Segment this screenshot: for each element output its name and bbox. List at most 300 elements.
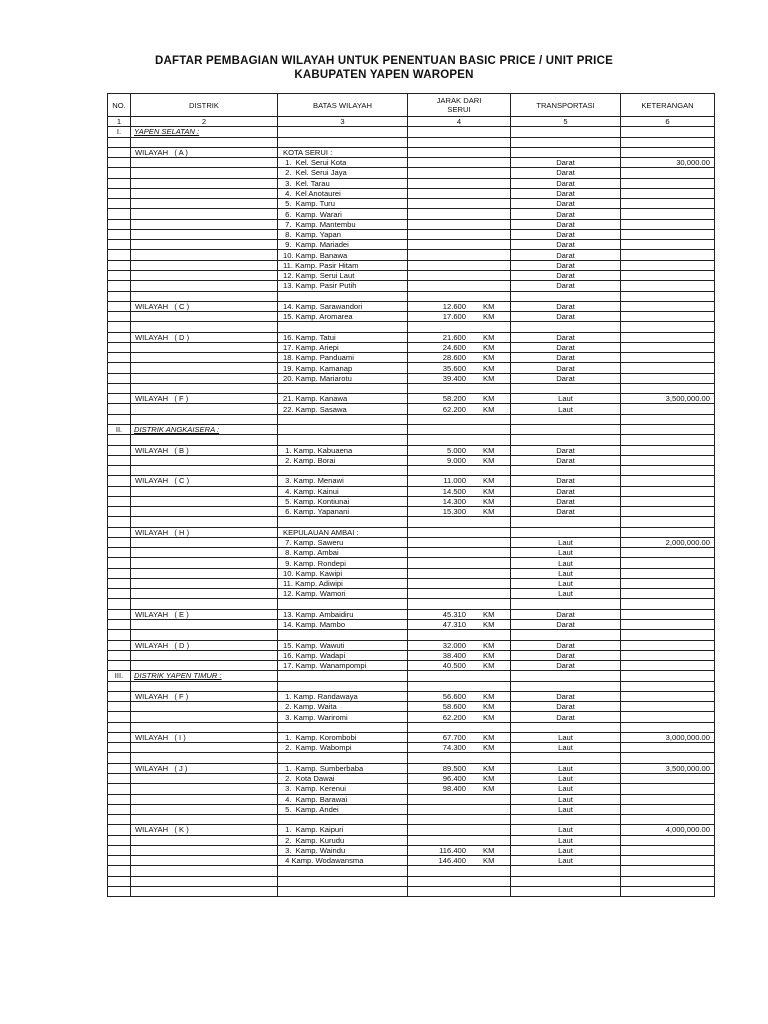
region-price-table xyxy=(107,93,715,897)
distrik-cell xyxy=(131,507,278,517)
distrik-cell xyxy=(131,815,278,825)
distrik-cell xyxy=(131,270,278,280)
keterangan-cell xyxy=(621,774,715,784)
row-number xyxy=(108,455,131,465)
batas-wilayah-cell xyxy=(278,466,408,476)
document-title-line-1: DAFTAR PEMBAGIAN WILAYAH UNTUK PENENTUAN BASIC PRICE / UNIT PRICE xyxy=(155,55,613,67)
batas-wilayah-cell: 14. Kamp. Sarawandori xyxy=(278,301,408,311)
row-number xyxy=(108,702,131,712)
table-row xyxy=(108,404,715,414)
row-number xyxy=(108,507,131,517)
batas-wilayah-cell: 17. Kamp. Wanampompi xyxy=(278,661,408,671)
keterangan-cell xyxy=(621,424,715,434)
transportasi-cell: Darat xyxy=(511,691,621,701)
batas-wilayah-cell: 4 Kamp. Wodawansma xyxy=(278,856,408,866)
table-row xyxy=(108,630,715,640)
transportasi-cell: Laut xyxy=(511,743,621,753)
table-row xyxy=(108,507,715,517)
transportasi-cell: Laut xyxy=(511,548,621,558)
table-row xyxy=(108,527,715,537)
jarak-cell xyxy=(408,291,511,301)
row-number xyxy=(108,794,131,804)
distrik-cell: WILAYAH ( F ) xyxy=(131,394,278,404)
jarak-cell xyxy=(408,845,511,855)
row-number xyxy=(108,270,131,280)
row-number xyxy=(108,209,131,219)
distance-unit: KM xyxy=(483,353,495,363)
transportasi-cell xyxy=(511,147,621,157)
distance-unit: KM xyxy=(483,609,495,619)
batas-wilayah-cell: 6. Kamp. Yapanani xyxy=(278,507,408,517)
transportasi-cell: Darat xyxy=(511,373,621,383)
row-number xyxy=(108,373,131,383)
distance-unit: KM xyxy=(483,486,495,496)
jarak-cell xyxy=(408,250,511,260)
keterangan-cell xyxy=(621,332,715,342)
transportasi-cell: Darat xyxy=(511,486,621,496)
table-row xyxy=(108,681,715,691)
transportasi-cell: Darat xyxy=(511,301,621,311)
jarak-cell xyxy=(408,322,511,332)
keterangan-cell xyxy=(621,599,715,609)
keterangan-cell xyxy=(621,353,715,363)
jarak-cell xyxy=(408,537,511,547)
distrik-cell: WILAYAH ( I ) xyxy=(131,732,278,742)
transportasi-cell xyxy=(511,876,621,886)
jarak-cell xyxy=(408,363,511,373)
keterangan-cell xyxy=(621,322,715,332)
batas-wilayah-cell: 18. Kamp. Panduami xyxy=(278,353,408,363)
distance-value: 5.000 xyxy=(446,445,466,455)
distance-unit: KM xyxy=(483,640,495,650)
row-number xyxy=(108,188,131,198)
row-number xyxy=(108,886,131,896)
jarak-cell xyxy=(408,784,511,794)
transportasi-cell: Darat xyxy=(511,455,621,465)
batas-wilayah-cell xyxy=(278,630,408,640)
table-row xyxy=(108,784,715,794)
row-number xyxy=(108,589,131,599)
table-row xyxy=(108,866,715,876)
row-number xyxy=(108,640,131,650)
table-row xyxy=(108,589,715,599)
distance-value: 28.600 xyxy=(442,353,466,363)
table-row xyxy=(108,774,715,784)
transportasi-cell: Laut xyxy=(511,825,621,835)
header-jarak: JARAK DARI SERUI xyxy=(408,94,511,117)
distance-value: 17.600 xyxy=(442,312,466,322)
distance-value: 98.400 xyxy=(442,784,466,794)
keterangan-cell xyxy=(621,558,715,568)
batas-wilayah-cell: 3. Kamp. Wariromi xyxy=(278,712,408,722)
keterangan-cell xyxy=(621,466,715,476)
distance-unit: KM xyxy=(483,312,495,322)
distance-unit: KM xyxy=(483,342,495,352)
jarak-cell xyxy=(408,496,511,506)
row-number xyxy=(108,322,131,332)
jarak-cell xyxy=(408,630,511,640)
jarak-cell xyxy=(408,681,511,691)
keterangan-cell xyxy=(621,640,715,650)
jarak-cell xyxy=(408,188,511,198)
table-row xyxy=(108,414,715,424)
distance-unit: KM xyxy=(483,507,495,517)
row-number xyxy=(108,342,131,352)
distrik-cell xyxy=(131,188,278,198)
distrik-cell xyxy=(131,589,278,599)
row-number xyxy=(108,435,131,445)
distance-value: 56.600 xyxy=(442,692,466,701)
transportasi-cell xyxy=(511,137,621,147)
distrik-cell: WILAYAH ( J ) xyxy=(131,763,278,773)
table-row xyxy=(108,158,715,168)
batas-wilayah-cell: 15. Kamp. Wawuti xyxy=(278,640,408,650)
transportasi-cell: Darat xyxy=(511,240,621,250)
table-row xyxy=(108,876,715,886)
row-number xyxy=(108,404,131,414)
table-row xyxy=(108,178,715,188)
row-number xyxy=(108,578,131,588)
transportasi-cell: Darat xyxy=(511,219,621,229)
row-number xyxy=(108,630,131,640)
transportasi-cell: Darat xyxy=(511,507,621,517)
table-row xyxy=(108,845,715,855)
row-number xyxy=(108,383,131,393)
jarak-cell xyxy=(408,219,511,229)
transportasi-cell: Darat xyxy=(511,445,621,455)
keterangan-cell xyxy=(621,199,715,209)
distrik-cell xyxy=(131,137,278,147)
batas-wilayah-cell: 1. Kamp. Randawaya xyxy=(278,691,408,701)
distrik-cell xyxy=(131,702,278,712)
distance-value: 62.200 xyxy=(442,404,466,414)
row-number xyxy=(108,301,131,311)
distrik-cell xyxy=(131,373,278,383)
table-row xyxy=(108,650,715,660)
jarak-cell xyxy=(408,558,511,568)
table-row xyxy=(108,240,715,250)
jarak-cell xyxy=(408,691,511,701)
keterangan-cell: 2,000,000.00 xyxy=(621,537,715,547)
transportasi-cell: Darat xyxy=(511,188,621,198)
batas-wilayah-cell: KOTA SERUI : xyxy=(278,147,408,157)
transportasi-cell: Laut xyxy=(511,794,621,804)
keterangan-cell xyxy=(621,445,715,455)
jarak-cell xyxy=(408,825,511,835)
keterangan-cell xyxy=(621,260,715,270)
table-row xyxy=(108,342,715,352)
jarak-cell xyxy=(408,301,511,311)
batas-wilayah-cell xyxy=(278,291,408,301)
jarak-cell xyxy=(408,404,511,414)
table-row xyxy=(108,394,715,404)
transportasi-cell: Darat xyxy=(511,209,621,219)
table-row xyxy=(108,353,715,363)
batas-wilayah-cell: 20. Kamp. Mariarotu xyxy=(278,373,408,383)
distrik-cell xyxy=(131,866,278,876)
batas-wilayah-cell: 4. Kamp. Kainui xyxy=(278,486,408,496)
transportasi-cell: Darat xyxy=(511,281,621,291)
batas-wilayah-cell: 3. Kamp. Waindu xyxy=(278,845,408,855)
distrik-cell xyxy=(131,548,278,558)
keterangan-cell xyxy=(621,455,715,465)
distrik-cell xyxy=(131,743,278,753)
keterangan-cell xyxy=(621,507,715,517)
transportasi-cell: Darat xyxy=(511,476,621,486)
batas-wilayah-cell: 11. Kamp. Adiwipi xyxy=(278,578,408,588)
distance-unit: KM xyxy=(483,743,495,753)
keterangan-cell xyxy=(621,568,715,578)
distrik-cell: WILAYAH ( F ) xyxy=(131,691,278,701)
keterangan-cell xyxy=(621,373,715,383)
keterangan-cell xyxy=(621,548,715,558)
distance-unit: KM xyxy=(483,692,495,701)
table-row xyxy=(108,332,715,342)
keterangan-cell xyxy=(621,671,715,681)
jarak-cell xyxy=(408,229,511,239)
table-row xyxy=(108,702,715,712)
header-keterangan: KETERANGAN xyxy=(621,94,715,117)
row-number xyxy=(108,599,131,609)
transportasi-cell xyxy=(511,866,621,876)
table-row xyxy=(108,517,715,527)
distrik-cell xyxy=(131,312,278,322)
keterangan-cell xyxy=(621,753,715,763)
row-number xyxy=(108,527,131,537)
keterangan-cell xyxy=(621,856,715,866)
transportasi-cell: Laut xyxy=(511,568,621,578)
row-number xyxy=(108,691,131,701)
table-row xyxy=(108,291,715,301)
distance-unit: KM xyxy=(483,774,495,784)
row-number xyxy=(108,804,131,814)
transportasi-cell: Laut xyxy=(511,537,621,547)
row-number xyxy=(108,825,131,835)
distance-unit: KM xyxy=(483,763,495,773)
table-row xyxy=(108,281,715,291)
keterangan-cell xyxy=(621,312,715,322)
section-title: YAPEN SELATAN : xyxy=(131,127,278,137)
distrik-cell xyxy=(131,199,278,209)
keterangan-cell xyxy=(621,589,715,599)
distance-unit: KM xyxy=(483,733,495,743)
jarak-cell xyxy=(408,373,511,383)
row-number xyxy=(108,291,131,301)
keterangan-cell xyxy=(621,866,715,876)
transportasi-cell xyxy=(511,424,621,434)
table-row xyxy=(108,373,715,383)
jarak-cell xyxy=(408,466,511,476)
batas-wilayah-cell: 4. Kel Anotaurei xyxy=(278,188,408,198)
batas-wilayah-cell xyxy=(278,424,408,434)
distrik-cell: WILAYAH ( E ) xyxy=(131,609,278,619)
jarak-cell xyxy=(408,568,511,578)
transportasi-cell xyxy=(511,435,621,445)
header-row xyxy=(108,94,715,117)
transportasi-cell xyxy=(511,815,621,825)
row-number xyxy=(108,743,131,753)
distrik-cell xyxy=(131,517,278,527)
transportasi-cell xyxy=(511,722,621,732)
transportasi-cell: Darat xyxy=(511,199,621,209)
batas-wilayah-cell xyxy=(278,753,408,763)
transportasi-cell xyxy=(511,322,621,332)
row-number xyxy=(108,240,131,250)
transportasi-cell xyxy=(511,527,621,537)
keterangan-cell xyxy=(621,240,715,250)
row-number xyxy=(108,712,131,722)
batas-wilayah-cell: 5. Kamp. Kontiunai xyxy=(278,496,408,506)
row-number xyxy=(108,866,131,876)
distrik-cell xyxy=(131,353,278,363)
jarak-cell xyxy=(408,455,511,465)
batas-wilayah-cell xyxy=(278,722,408,732)
batas-wilayah-cell: 3. Kel. Tarau xyxy=(278,178,408,188)
transportasi-cell: Laut xyxy=(511,804,621,814)
row-number xyxy=(108,537,131,547)
table-row xyxy=(108,466,715,476)
distance-value: 96.400 xyxy=(442,774,466,784)
row-number xyxy=(108,620,131,630)
jarak-cell xyxy=(408,240,511,250)
row-number xyxy=(108,856,131,866)
keterangan-cell xyxy=(621,784,715,794)
batas-wilayah-cell xyxy=(278,671,408,681)
table-row xyxy=(108,260,715,270)
header-distrik: DISTRIK xyxy=(131,94,278,117)
transportasi-cell xyxy=(511,681,621,691)
transportasi-cell: Laut xyxy=(511,578,621,588)
distance-value: 21.600 xyxy=(442,332,466,342)
distrik-cell xyxy=(131,630,278,640)
batas-wilayah-cell: 6. Kamp. Warari xyxy=(278,209,408,219)
transportasi-cell: Darat xyxy=(511,640,621,650)
distrik-cell: WILAYAH ( K ) xyxy=(131,825,278,835)
jarak-cell xyxy=(408,835,511,845)
keterangan-cell xyxy=(621,363,715,373)
keterangan-cell xyxy=(621,712,715,722)
header-no: NO. xyxy=(108,94,131,117)
batas-wilayah-cell: 2. Kamp. Waita xyxy=(278,702,408,712)
table-row xyxy=(108,661,715,671)
row-number xyxy=(108,363,131,373)
jarak-cell xyxy=(408,886,511,896)
jarak-cell xyxy=(408,147,511,157)
table-row xyxy=(108,219,715,229)
batas-wilayah-cell: 8. Kamp. Ambai xyxy=(278,548,408,558)
keterangan-cell xyxy=(621,188,715,198)
transportasi-cell xyxy=(511,886,621,896)
keterangan-cell xyxy=(621,229,715,239)
table-row xyxy=(108,250,715,260)
keterangan-cell xyxy=(621,250,715,260)
keterangan-cell: 3,500,000.00 xyxy=(621,763,715,773)
distance-value: 14.300 xyxy=(442,496,466,506)
keterangan-cell xyxy=(621,815,715,825)
table-row xyxy=(108,743,715,753)
batas-wilayah-cell: 14. Kamp. Mambo xyxy=(278,620,408,630)
batas-wilayah-cell: KEPULAUAN AMBAI : xyxy=(278,527,408,537)
distrik-cell xyxy=(131,681,278,691)
jarak-cell xyxy=(408,507,511,517)
table-row xyxy=(108,312,715,322)
distrik-cell xyxy=(131,496,278,506)
keterangan-cell xyxy=(621,147,715,157)
distance-unit: KM xyxy=(483,301,495,311)
transportasi-cell xyxy=(511,414,621,424)
jarak-cell xyxy=(408,743,511,753)
table-body xyxy=(108,127,715,897)
batas-wilayah-cell: 2. Kamp. Borai xyxy=(278,455,408,465)
table-row xyxy=(108,445,715,455)
row-number xyxy=(108,876,131,886)
keterangan-cell: 3,500,000.00 xyxy=(621,394,715,404)
transportasi-cell: Darat xyxy=(511,496,621,506)
jarak-cell xyxy=(408,517,511,527)
row-number xyxy=(108,835,131,845)
transportasi-cell: Darat xyxy=(511,260,621,270)
batas-wilayah-cell xyxy=(278,599,408,609)
row-number xyxy=(108,753,131,763)
distance-unit: KM xyxy=(483,661,495,671)
column-number: 3 xyxy=(278,117,408,127)
batas-wilayah-cell: 10. Kamp. Kawipi xyxy=(278,568,408,578)
distrik-cell xyxy=(131,722,278,732)
row-number xyxy=(108,609,131,619)
batas-wilayah-cell: 3. Kamp. Menawi xyxy=(278,476,408,486)
keterangan-cell xyxy=(621,650,715,660)
jarak-cell xyxy=(408,383,511,393)
table-row xyxy=(108,496,715,506)
jarak-cell xyxy=(408,394,511,404)
keterangan-cell xyxy=(621,722,715,732)
batas-wilayah-cell: 2. Kel. Serui Jaya xyxy=(278,168,408,178)
column-number: 2 xyxy=(131,117,278,127)
distance-value: 32.000 xyxy=(442,640,466,650)
keterangan-cell xyxy=(621,168,715,178)
table-row xyxy=(108,199,715,209)
table-row xyxy=(108,548,715,558)
table-row xyxy=(108,486,715,496)
batas-wilayah-cell: 16. Kamp. Tatui xyxy=(278,332,408,342)
distrik-cell xyxy=(131,240,278,250)
transportasi-cell xyxy=(511,383,621,393)
jarak-cell xyxy=(408,650,511,660)
batas-wilayah-cell: 13. Kamp. Ambaidiru xyxy=(278,609,408,619)
row-number xyxy=(108,650,131,660)
row-number: I. xyxy=(108,127,131,137)
column-number: 1 xyxy=(108,117,131,127)
transportasi-cell xyxy=(511,630,621,640)
keterangan-cell xyxy=(621,486,715,496)
jarak-cell xyxy=(408,476,511,486)
row-number xyxy=(108,763,131,773)
table-row xyxy=(108,229,715,239)
transportasi-cell: Laut xyxy=(511,774,621,784)
table-row xyxy=(108,640,715,650)
row-number xyxy=(108,496,131,506)
jarak-cell xyxy=(408,424,511,434)
distance-value: 35.600 xyxy=(442,363,466,373)
transportasi-cell: Laut xyxy=(511,856,621,866)
distrik-cell xyxy=(131,835,278,845)
transportasi-cell: Laut xyxy=(511,404,621,414)
transportasi-cell xyxy=(511,517,621,527)
keterangan-cell xyxy=(621,209,715,219)
jarak-cell xyxy=(408,527,511,537)
section-title: DISTRIK YAPEN TIMUR : xyxy=(131,671,278,681)
distrik-cell: WILAYAH ( C ) xyxy=(131,301,278,311)
